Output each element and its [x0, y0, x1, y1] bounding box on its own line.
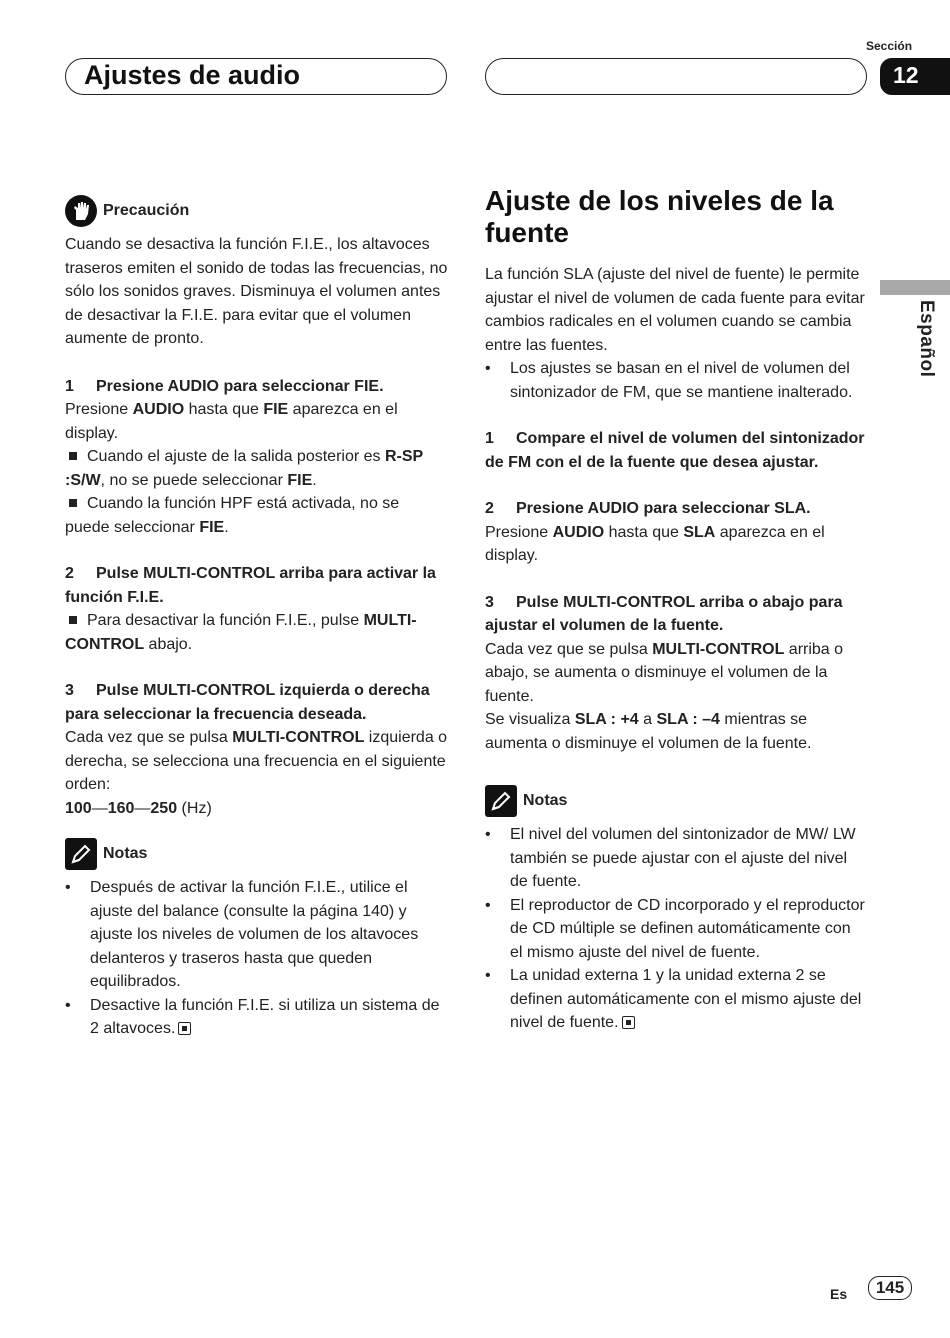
text: hasta que — [184, 401, 264, 418]
text: arriba o abajo, se aumenta o disminuye el volumen de la fuente. — [485, 640, 844, 705]
note-item — [65, 994, 448, 1041]
step-number: 2 — [485, 500, 494, 517]
text: Para desactivar la función F.I.E., pulse — [87, 612, 364, 629]
pencil-note-icon — [65, 838, 97, 870]
text: . — [224, 518, 229, 536]
end-of-section-icon — [622, 1016, 635, 1029]
freq-separator: — — [134, 799, 151, 817]
text: mientras se aumenta o disminuye el volumen de la fuente. — [485, 711, 812, 752]
left-column — [65, 195, 448, 1041]
text: a — [638, 711, 657, 728]
note-item: • Después de activar la función F.I.E., utilice el ajuste del balance (consulte la página 140) y ajuste los niveles de volumen de los altavoces delanteros y traseros hasta que queden equilibrados. — [65, 876, 448, 994]
note-item: • El reproductor de CD incorporado y el reproductor de CD múltiple se definen automáticamente con el mismo ajuste del nivel de fuente. — [485, 894, 867, 965]
step-title: Pulse MULTI-CONTROL arriba para activar la función F.I.E. — [65, 565, 436, 606]
notes-title: Notas — [103, 845, 148, 863]
section-label: Sección — [866, 39, 913, 53]
square-bullet-item — [65, 609, 448, 656]
step-body — [65, 398, 448, 445]
text: , no se puede seleccionar — [100, 471, 288, 489]
step-title: Compare el nivel de volumen del sintonizador de FM con el de la fuente que desea ajustar. — [485, 430, 865, 471]
text: aparezca en el display. — [485, 523, 825, 564]
step-heading — [485, 497, 867, 521]
freq-separator: — — [91, 799, 108, 817]
text-bold: AUDIO — [132, 401, 185, 418]
square-bullet-icon — [69, 616, 77, 624]
step-title: Presione AUDIO para seleccionar FIE. — [96, 377, 384, 395]
square-bullet-icon — [69, 499, 77, 507]
page-number: 145 — [868, 1276, 912, 1300]
notes-heading — [485, 785, 867, 817]
text: aparezca en el display. — [65, 401, 398, 442]
text: Presione — [485, 523, 553, 541]
step-number: 3 — [485, 593, 494, 611]
text-bold: MULTI-CONTROL — [65, 612, 417, 653]
text: Presione — [65, 401, 133, 418]
notes-title: Notas — [523, 792, 568, 810]
text-bold: R-SP :S/W — [65, 448, 423, 489]
step-body — [485, 521, 867, 568]
text-bold: MULTI-CONTROL — [232, 729, 365, 746]
step-body — [485, 708, 867, 755]
freq-value: 100 — [65, 799, 92, 817]
freq-value: 250 — [150, 799, 178, 817]
square-bullet-item — [65, 445, 448, 492]
notes-list — [65, 876, 448, 1041]
text: abajo. — [144, 635, 193, 653]
freq-value: 160 — [107, 799, 135, 817]
text-bold: AUDIO — [552, 523, 605, 541]
notes-list — [485, 823, 867, 1035]
text: Cuando la función HPF está activada, no se puede seleccionar — [65, 495, 400, 536]
step-number: 2 — [65, 565, 74, 582]
square-bullet-icon — [69, 452, 77, 460]
step-heading — [65, 375, 448, 399]
text: La unidad externa 1 y la unidad externa 2 se definen automáticamente con el mismo ajuste del nivel de fuente. — [510, 967, 862, 1031]
text-bold: FIE — [199, 518, 225, 536]
text: hasta que — [604, 523, 684, 541]
section-number: 12 — [893, 62, 919, 88]
step-heading — [485, 427, 867, 474]
step-body — [485, 638, 867, 709]
text-bold: FIE — [287, 471, 313, 489]
step-number: 1 — [485, 430, 494, 447]
step-heading — [65, 679, 448, 726]
precaution-title: Precaución — [103, 202, 190, 220]
text: Cada vez que se pulsa — [65, 729, 233, 746]
step-title: Pulse MULTI-CONTROL izquierda o derecha para seleccionar la frecuencia deseada. — [65, 682, 430, 723]
text-bold: MULTI-CONTROL — [652, 640, 785, 658]
warning-hand-icon — [65, 195, 97, 227]
step-number: 1 — [65, 377, 74, 395]
text: Se visualiza — [485, 711, 575, 728]
intro-text: La función SLA (ajuste del nivel de fuente) le permite ajustar el nivel de volumen de cada fuente para evitar cambios radicales en el volumen cuando se cambia entre las fuentes. — [485, 266, 865, 354]
intro-bullet-item: • Los ajustes se basan en el nivel de volumen del sintonizador de FM, que se mantiene inalterado. — [485, 357, 867, 404]
text: Cada vez que se pulsa — [485, 640, 653, 658]
freq-unit: (Hz) — [177, 799, 212, 817]
text: Cuando el ajuste de la salida posterior es — [87, 448, 385, 465]
text: izquierda o derecha, se selecciona una frecuencia en el siguiente orden: — [65, 729, 448, 793]
step-body — [65, 726, 448, 797]
intro-bullets — [485, 357, 867, 404]
text: . — [312, 471, 317, 489]
step-title: Presione AUDIO para seleccionar SLA. — [516, 500, 811, 517]
note-item: • El nivel del volumen del sintonizador de MW/ LW también se puede ajustar con el ajuste del nivel de fuente. — [485, 823, 867, 894]
pencil-note-icon — [485, 785, 517, 817]
language-tab-label: Español — [916, 300, 937, 378]
notes-heading — [65, 838, 448, 870]
language-tab-bar — [880, 280, 950, 295]
header-title-pill — [65, 58, 447, 95]
text-bold: FIE — [263, 401, 289, 418]
square-bullet-item — [65, 492, 448, 539]
section-heading: Ajuste de los niveles de la fuente — [485, 185, 834, 248]
step-heading — [65, 562, 448, 609]
note-item — [485, 964, 867, 1035]
step-heading — [485, 591, 867, 638]
page-title: Ajustes de audio — [84, 60, 301, 90]
step-title: Pulse MULTI-CONTROL arriba o abajo para ajustar el volumen de la fuente. — [485, 593, 843, 634]
end-of-section-icon — [178, 1022, 191, 1035]
step-number: 3 — [65, 682, 74, 699]
section-number-tab — [880, 58, 950, 95]
header-blank-pill — [485, 58, 867, 95]
precaution-text: Cuando se desactiva la función F.I.E., los altavoces traseros emiten el sonido de todas las frecuencias, no sólo los sonidos graves. Disminuya el volumen antes de desactivar la F.I.E. para evitar que el volumen aumente de pronto. — [65, 236, 448, 347]
precaution-heading — [65, 195, 448, 227]
text-bold: SLA : –4 — [656, 711, 720, 728]
text-bold: SLA : +4 — [574, 711, 639, 728]
right-column — [485, 185, 867, 1035]
frequency-sequence — [65, 797, 448, 821]
text-bold: SLA — [683, 523, 716, 541]
footer-language: Es — [830, 1286, 848, 1302]
text: Desactive la función F.I.E. si utiliza un sistema de 2 altavoces. — [90, 996, 440, 1037]
